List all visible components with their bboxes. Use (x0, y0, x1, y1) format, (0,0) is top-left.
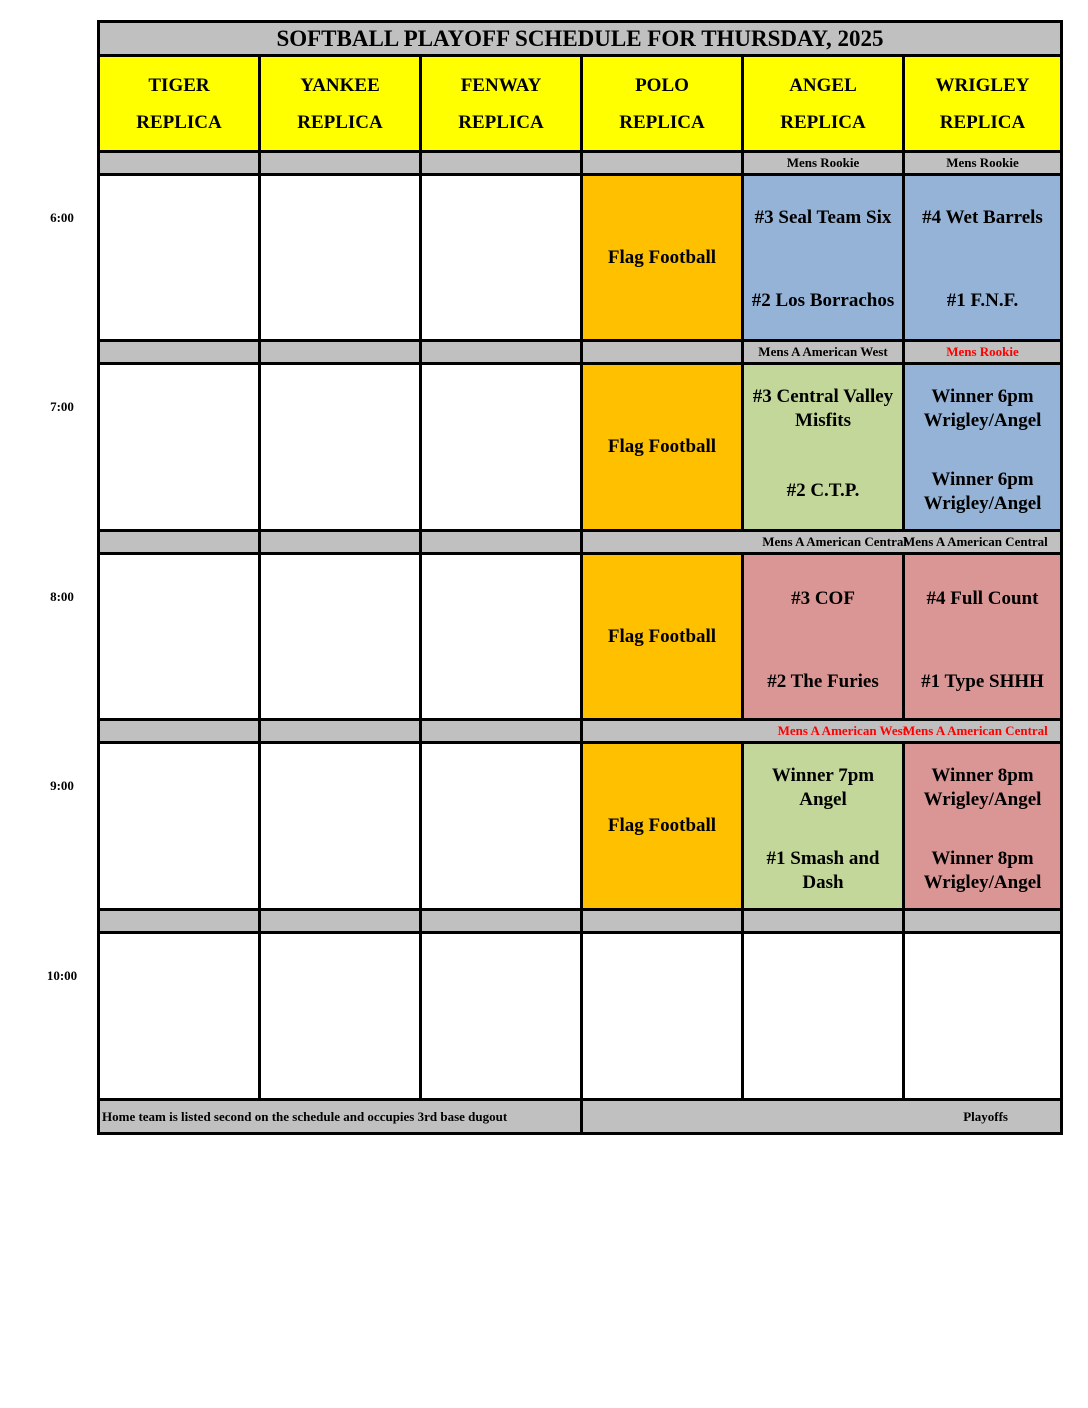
game-wrigley-6pm (902, 173, 1063, 342)
game-wrigley-8pm (902, 552, 1063, 721)
footer-note: Home team is listed second on the schedule and occupies 3rd base dugout (97, 1098, 583, 1135)
away-team: Winner 7pm Angel (771, 765, 875, 810)
empty-slot (258, 931, 422, 1101)
game-angel-8pm (741, 552, 905, 721)
game-angel-7pm (741, 362, 905, 532)
empty-slot (419, 552, 583, 721)
flag-football-slot: Flag Football (580, 741, 744, 911)
division-label: Mens A American Central (903, 534, 1048, 549)
empty-slot (258, 362, 422, 532)
time-9: 9:00 (50, 778, 74, 793)
field-sub: REPLICA (458, 111, 544, 133)
division-label: Mens Rookie (902, 339, 1063, 365)
division-label: Mens Rookie (741, 150, 905, 176)
flag-football-slot: Flag Football (580, 362, 744, 532)
empty-slot (97, 362, 261, 532)
away-team: #4 Wet Barrels (922, 207, 1043, 228)
game-angel-9pm (741, 741, 905, 911)
home-team: #1 Type SHHH (921, 671, 1044, 692)
division-label: Mens A American Central (903, 723, 1048, 738)
home-team: Winner 6pm Wrigley/Angel (923, 469, 1042, 514)
away-team: #3 COF (791, 588, 855, 609)
empty-slot (419, 362, 583, 532)
field-name: ANGEL (789, 74, 857, 96)
field-header-polo (580, 54, 744, 153)
home-team: #1 F.N.F. (946, 290, 1019, 311)
division-label: Mens Rookie (902, 150, 1063, 176)
away-team: Winner 6pm Wrigley/Angel (923, 386, 1042, 431)
empty-slot (902, 931, 1063, 1101)
away-team: #4 Full Count (926, 588, 1039, 609)
division-label: Mens A American Central (762, 534, 907, 549)
field-sub: REPLICA (619, 111, 705, 133)
game-angel-6pm (741, 173, 905, 342)
game-wrigley-7pm (902, 362, 1063, 532)
empty-slot (419, 173, 583, 342)
field-sub: REPLICA (780, 111, 866, 133)
field-name: POLO (635, 74, 689, 96)
field-name: YANKEE (300, 74, 380, 96)
empty-slot (258, 173, 422, 342)
field-sub: REPLICA (939, 111, 1026, 133)
field-name: FENWAY (460, 74, 542, 96)
empty-slot (97, 552, 261, 721)
time-7: 7:00 (50, 399, 74, 414)
time-10: 10:00 (46, 968, 78, 983)
home-team: #2 The Furies (767, 671, 879, 692)
flag-football-slot: Flag Football (580, 173, 744, 342)
field-name: TIGER (148, 74, 210, 96)
field-header-angel (741, 54, 905, 153)
field-name: WRIGLEY (935, 74, 1030, 96)
away-team: #3 Seal Team Six (754, 207, 892, 228)
home-team: Winner 8pm Wrigley/Angel (923, 848, 1042, 893)
home-team: #2 C.T.P. (786, 480, 860, 501)
schedule-table (97, 20, 1063, 1135)
footer-playoffs: Playoffs (580, 1098, 1063, 1135)
home-team: #1 Smash and Dash (766, 848, 880, 893)
empty-slot (419, 741, 583, 911)
division-label: Mens A American West (777, 723, 907, 738)
empty-slot (580, 931, 744, 1101)
empty-slot (97, 741, 261, 911)
away-team: #3 Central Valley Misfits (752, 386, 894, 431)
field-header-yankee (258, 54, 422, 153)
field-sub: REPLICA (297, 111, 383, 133)
home-team: #2 Los Borrachos (751, 290, 895, 311)
page-title: SOFTBALL PLAYOFF SCHEDULE FOR THURSDAY, 2025 (97, 20, 1063, 57)
division-label: Mens A American West (741, 339, 905, 365)
empty-slot (741, 931, 905, 1101)
empty-slot (97, 931, 261, 1101)
empty-slot (258, 552, 422, 721)
game-wrigley-9pm (902, 741, 1063, 911)
time-6: 6:00 (50, 210, 74, 225)
field-sub: REPLICA (136, 111, 222, 133)
field-header-fenway (419, 54, 583, 153)
away-team: Winner 8pm Wrigley/Angel (923, 765, 1042, 810)
empty-slot (419, 931, 583, 1101)
empty-slot (258, 741, 422, 911)
field-header-tiger (97, 54, 261, 153)
empty-slot (97, 173, 261, 342)
time-8: 8:00 (50, 589, 74, 604)
flag-football-slot: Flag Football (580, 552, 744, 721)
field-header-wrigley (902, 54, 1063, 153)
